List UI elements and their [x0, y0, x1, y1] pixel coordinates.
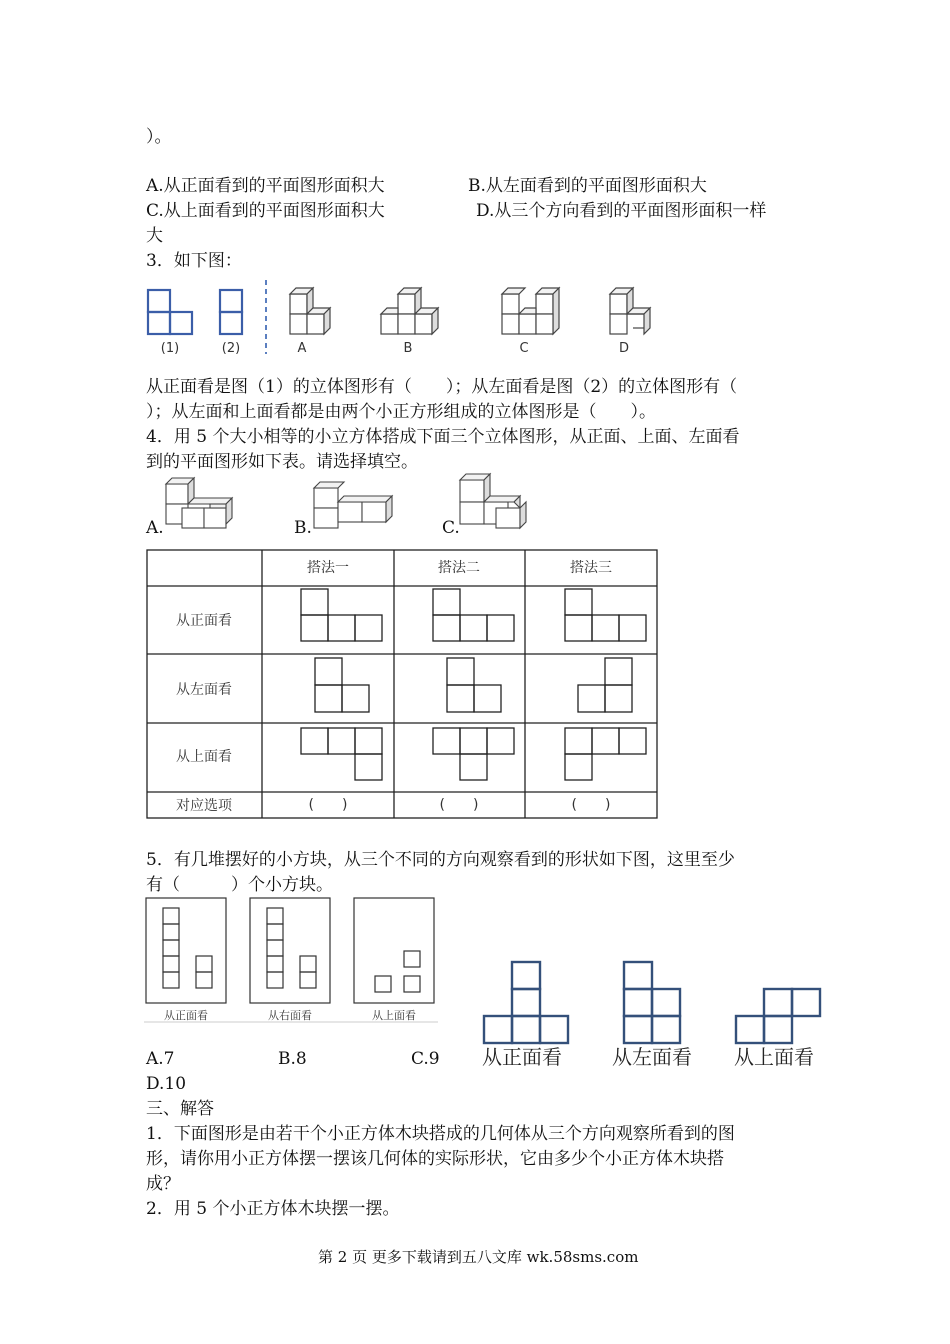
q4-label-c: C. [442, 518, 460, 538]
q3-text-1: 从正面看是图（1）的立体图形有（ ）；从左面看是图（2）的立体图形有（ [146, 377, 738, 397]
q4-solid-a [166, 478, 232, 528]
answer-blank-2: ( ) [439, 797, 479, 813]
q4-solid-c [460, 474, 526, 528]
q5-text-1: 5．有几堆摆好的小方块，从三个不同的方向观察看到的形状如下图，这里至少 [146, 850, 735, 870]
q2-option-d-cont: 大 [146, 226, 163, 246]
q2-option-a: A.从正面看到的平面图形面积大 [146, 176, 385, 196]
s1-cap-top: 从上面看 [734, 1045, 814, 1069]
page-footer: 第 2 页 更多下载请到五八文库 wk.58sms.com [318, 1248, 639, 1266]
q3-cap-d: D [618, 341, 630, 356]
q3-view-2 [220, 290, 242, 334]
section-3-title: 三、解答 [146, 1099, 214, 1119]
q2-option-d: D.从三个方向看到的平面图形面积一样 [476, 201, 767, 221]
q3-solid-d [610, 288, 650, 334]
s1-text-3: 成？ [146, 1174, 180, 1194]
q3-text-2: ）；从左面和上面看都是由两个小正方形组成的立体图形是（ ）。 [146, 402, 656, 422]
q4-solids [160, 472, 560, 536]
s1-cap-left: 从左面看 [612, 1045, 692, 1069]
s1-text-2: 形，请你用小正方体摆一摆该几何体的实际形状，它由多少个小正方体木块搭 [146, 1149, 724, 1169]
q3-solid-c [502, 288, 559, 334]
line-continuation: ）。 [146, 127, 172, 147]
table-row-left: 从左面看 [176, 682, 232, 698]
q5-cap-right: 从右面看 [268, 1009, 312, 1022]
s2-text: 2．用 5 个小正方体木块摆一摆。 [146, 1199, 400, 1219]
q3-cap-c: C [519, 341, 529, 356]
table-row-front: 从正面看 [176, 613, 232, 629]
s1-cap-front: 从正面看 [482, 1045, 562, 1069]
q4-solid-b [314, 482, 392, 528]
s1-text-1: 1．下面图形是由若干个小正方体木块搭成的几何体从三个方向观察所看到的图 [146, 1124, 735, 1144]
q3-view-1 [148, 290, 192, 334]
q3-cap-b: B [403, 341, 413, 356]
table-header-3: 搭法三 [570, 560, 612, 576]
q2-option-b: B.从左面看到的平面图形面积大 [468, 176, 707, 196]
q5-option-d: D.10 [146, 1074, 187, 1094]
q5-cap-top: 从上面看 [372, 1009, 416, 1022]
q4-text-1: 4．用 5 个大小相等的小立方体搭成下面三个立体图形，从正面、上面、左面看 [146, 427, 740, 447]
answer-blank-1: ( ) [308, 797, 348, 813]
q4-text-2: 到的平面图形如下表。请选择填空。 [146, 452, 418, 472]
q5-option-c: C.9 [411, 1049, 440, 1069]
q3-cap-a: A [297, 341, 307, 356]
table-row-top: 从上面看 [176, 749, 232, 765]
s1-figure [484, 960, 824, 1072]
q3-title: 3．如下图： [146, 251, 242, 271]
q3-cap-2: (2) [221, 341, 241, 356]
q5-option-a: A.7 [146, 1049, 175, 1069]
table-row-answer: 对应选项 [176, 798, 232, 814]
q4-table [146, 549, 658, 819]
answer-blank-3: ( ) [571, 797, 611, 813]
q3-cap-1: (1) [160, 341, 180, 356]
table-header-1: 搭法一 [307, 560, 349, 576]
q4-label-b: B. [294, 518, 312, 538]
q5-option-b: B.8 [278, 1049, 307, 1069]
q3-solid-a [290, 288, 330, 334]
q5-text-2: 有（ ）个小方块。 [146, 875, 333, 895]
q3-figure [140, 278, 680, 360]
table-header-2: 搭法二 [438, 560, 480, 576]
table-cell-views [301, 589, 646, 780]
q4-label-a: A. [146, 518, 164, 538]
q5-figure [144, 896, 438, 1026]
q2-option-c: C.从上面看到的平面图形面积大 [146, 201, 385, 221]
q5-cap-front: 从正面看 [164, 1009, 208, 1022]
q3-solid-b [381, 288, 438, 334]
